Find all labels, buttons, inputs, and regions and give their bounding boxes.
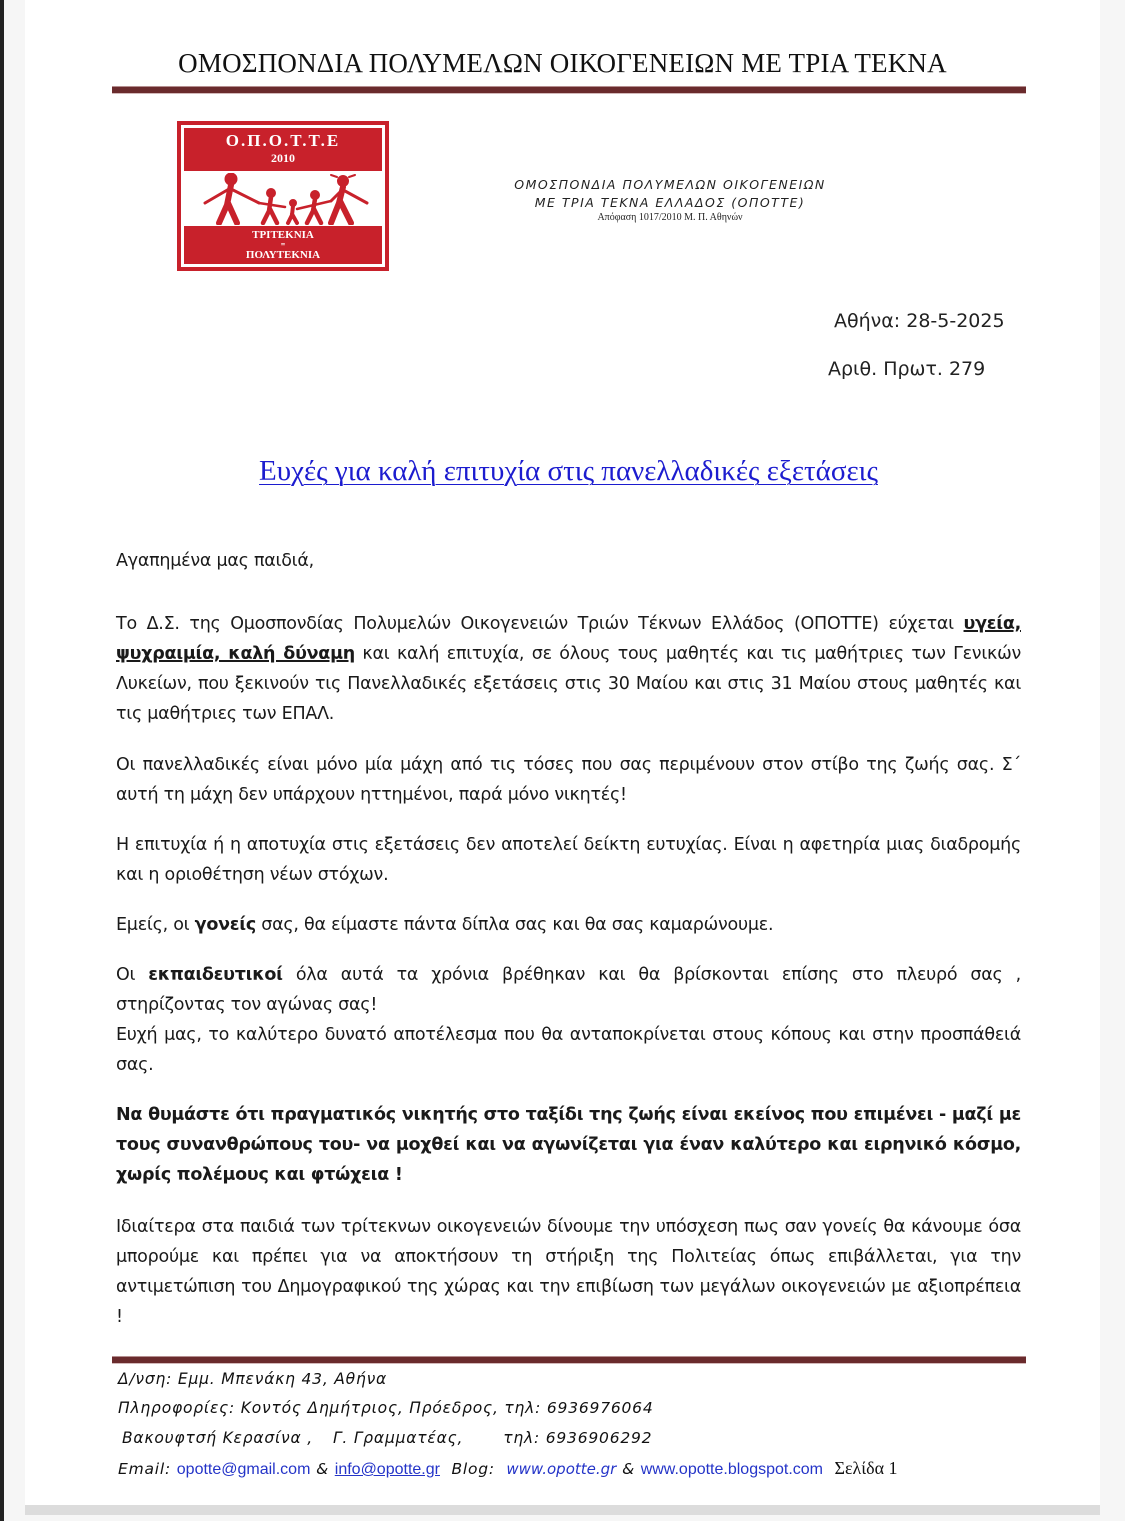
paragraph-5-emphasis: εκπαιδευτικοί [148, 965, 283, 985]
page-number: Σελίδα 1 [834, 1458, 898, 1478]
window-edge [0, 0, 4, 1521]
logo-slogan-line2: ΠΟΛΥΤΕΚΝΙΑ [245, 249, 321, 261]
logo-slogan-eq: = [280, 240, 286, 249]
paragraph-2: Οι πανελλαδικές είναι μόνο μία μάχη από τις τόσες που σας περιμένουν στον στίβο της ζωής σας. Σ΄ αυτή τη μάχη δεν υπάρχουν ηττημένοι, παρά μόνο νικητές! [116, 755, 1021, 805]
ampersand: & [316, 1460, 330, 1478]
website-link[interactable]: www.opotte.gr [506, 1460, 617, 1478]
org-title: ΟΜΟΣΠΟΝΔΙΑ ΠΟΛΥΜΕΛΩΝ ΟΙΚΟΓΕΝΕΙΩΝ ΜΕ ΤΡΙΑ ΤΕΚΝΑ [178, 48, 947, 78]
footer-contacts [118, 1458, 898, 1479]
paragraph-6-bold: Να θυμάστε ότι πραγματικός νικητής στο ταξίδι της ζωής είναι εκείνος που επιμένει - μαζί με τους συνανθρώπους του- να μοχθεί και να αγωνίζεται για έναν καλύτερο και ειρηνικό κόσμο, χωρίς πολέμους και φτώχεια ! [116, 1105, 1021, 1185]
letter-subject: Ευχές για καλή επιτυχία στις πανελλαδικές εξετάσεις [259, 455, 878, 487]
paragraph-5-text: Οι [116, 965, 149, 985]
email-label: Email: [118, 1460, 172, 1478]
footer-divider [112, 1356, 1026, 1364]
paragraph-7: Ιδιαίτερα στα παιδιά των τρίτεκνων οικογενειών δίνουμε την υπόσχεση πως σαν γονείς θα κάνουμε όσα μπορούμε και πρέπει για να αποκτήσουν τη στήριξη της Πολιτείας όπως επιβάλλεται, για την αντιμετώπιση του Δημογραφικού της χώρας και την επιβίωση των μεγάλων οικογενειών με αξιοπρέπεια ! [116, 1217, 1021, 1327]
paragraph-4-text-end: σας, θα είμαστε πάντα δίπλα σας και θα σας καμαρώνουμε. [255, 915, 774, 935]
blog-label: Blog: [451, 1460, 495, 1478]
org-logo [177, 121, 389, 271]
blog-link[interactable]: www.opotte.blogspot.com [640, 1461, 824, 1478]
paragraph-5 [116, 960, 1021, 1080]
org-subtitle-line2: ΜΕ ΤΡΙΑ ΤΕΚΝΑ ΕΛΛΑΔΟΣ (ΟΠΟΤΤΕ) [534, 195, 806, 210]
secretary-name: Βακουφτσή Κερασίνα , [122, 1429, 313, 1447]
logo-acronym: Ο.Π.Ο.Τ.Τ.Ε [225, 131, 341, 150]
logo-year: 2010 [271, 151, 295, 165]
footer-secretary [122, 1429, 652, 1447]
footer-address: Δ/νση: Εμμ. Μπενάκη 43, Αθήνα [118, 1370, 388, 1388]
secretary-phone: τηλ: 6936906292 [503, 1429, 653, 1447]
ampersand: & [622, 1460, 635, 1478]
family-figures-icon [191, 173, 377, 225]
protocol-number: Αριθ. Πρωτ. 279 [828, 358, 986, 380]
org-subtitle [440, 176, 900, 224]
paragraph-4 [116, 910, 1021, 940]
paragraph-1-text: Το Δ.Σ. της Ομοσπονδίας Πολυμελών Οικογενειών Τριών Τέκνων Ελλάδος (ΟΠΟΤΤΕ) εύχεται [116, 614, 964, 634]
paragraph-1-emphasis: υγεία, ψυχραιμία, καλή δύναμη [116, 614, 1021, 664]
email-link-info[interactable]: info@opotte.gr [334, 1461, 440, 1478]
paragraph-5-second: Ευχή μας, το καλύτερο δυνατό αποτέλεσμα που θα ανταποκρίνεται στους κόπους και στην προσπάθειά σας. [116, 1025, 1021, 1075]
header-divider [112, 86, 1026, 94]
org-subtitle-line1: ΟΜΟΣΠΟΝΔΙΑ ΠΟΛΥΜΕΛΩΝ ΟΙΚΟΓΕΝΕΙΩΝ [514, 177, 826, 192]
greeting: Αγαπημένα μας παιδιά, [116, 551, 314, 571]
court-decision: Απόφαση 1017/2010 Μ. Π. Αθηνών [597, 212, 743, 223]
paragraph-5-text-end: όλα αυτά τα χρόνια βρέθηκαν και θα βρίσκονται επίσης στο πλευρό σας , στηρίζοντας τον αγώνας σας! [116, 965, 1021, 1015]
email-link-gmail[interactable]: opotte@gmail.com [176, 1461, 311, 1478]
page-shadow [25, 1505, 1100, 1515]
paragraph-1-text-end: και καλή επιτυχία, σε όλους τους μαθητές και τις μαθήτριες των Γενικών Λυκείων, που ξεκινούν τις Πανελλαδικές εξετάσεις στις 30 Μαίου και στις 31 Μαίου στους μαθητές και τις μαθήτριες των ΕΠΑΛ. [116, 644, 1021, 724]
letter-date: Αθήνα: 28-5-2025 [834, 310, 1005, 332]
paragraph-4-emphasis: γονείς [194, 915, 256, 935]
paragraph-3: Η επιτυχία ή η αποτυχία στις εξετάσεις δεν αποτελεί δείκτη ευτυχίας. Είναι η αφετηρία μιας διαδρομής και η οριοθέτηση νέων στόχων. [116, 835, 1021, 885]
logo-slogan-line1: ΤΡΙΤΕΚΝΙΑ [252, 229, 314, 241]
paragraph-4-text: Εμείς, οι [116, 915, 195, 935]
secretary-role: Γ. Γραμματέας, [332, 1429, 464, 1447]
paragraph-1 [116, 609, 1021, 729]
footer-info: Πληροφορίες: Κοντός Δημήτριος, Πρόεδρος, τηλ: 6936976064 [118, 1399, 654, 1417]
